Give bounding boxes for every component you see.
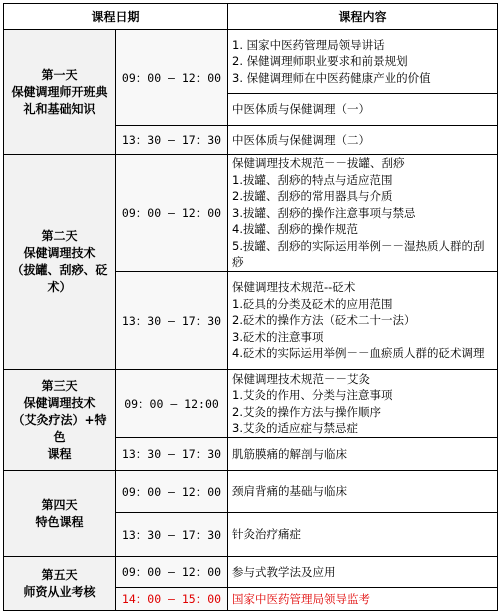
day-title: 第四天 — [41, 497, 78, 512]
content-line: 参与式教学法及应用 — [232, 564, 336, 579]
time-cell: 09：00 — 12：00 — [116, 557, 228, 588]
day-cell-day5 — [4, 557, 116, 611]
table-row — [4, 30, 498, 94]
content-line: 1.砭具的分类及砭术的应用范围 — [232, 296, 393, 311]
header-course-date: 课程日期 — [4, 4, 228, 30]
time-cell: 13：30 — 17：30 — [116, 438, 228, 471]
content-line: 肌筋膜痛的解剖与临床 — [232, 446, 348, 461]
header-row — [4, 4, 498, 30]
content-cell — [228, 30, 498, 94]
day-subtitle: 保健调理技术 — [23, 246, 96, 260]
table-row — [4, 370, 498, 438]
content-line: 2. 保健调理师职业要求和前景规划 — [232, 54, 408, 69]
day-subtitle: 课程 — [47, 446, 72, 461]
time-cell: 13：30 — 17：30 — [116, 126, 228, 155]
time-cell: 09：00 — 12：00 — [116, 471, 228, 513]
content-cell — [228, 272, 498, 370]
content-line: 2.艾灸的操作方法与操作顺序 — [232, 404, 381, 419]
content-line: 2.砭术的操作方法（砭术二十一法） — [232, 313, 416, 328]
day-subtitle: 术） — [47, 280, 72, 294]
day-subtitle: 特色课程 — [35, 514, 84, 529]
header-course-content: 课程内容 — [228, 4, 498, 30]
content-cell — [228, 155, 498, 272]
content-cell — [228, 471, 498, 513]
content-line: 保健调理技术规范--砭术 — [232, 280, 356, 295]
content-line: 2.拔罐、刮痧的常用器具与介质 — [232, 189, 393, 204]
content-cell — [228, 557, 498, 588]
content-line: 4.拔罐、刮痧的操作规范 — [232, 222, 358, 237]
time-cell: 13：30 — 17：30 — [116, 272, 228, 370]
day-title: 第三天 — [41, 378, 78, 393]
day-cell-day2 — [4, 155, 116, 370]
day-subtitle: 礼和基础知识 — [23, 101, 96, 116]
day-title: 第二天 — [41, 229, 78, 243]
content-line: 1. 国家中医药管理局领导讲话 — [232, 37, 385, 52]
day-subtitle: 保健调理技术 — [23, 395, 96, 410]
day-cell-day3 — [4, 370, 116, 471]
table-row — [4, 155, 498, 272]
time-cell: 09：00 — 12：00 — [116, 30, 228, 126]
time-cell: 09：00 — 12：00 — [116, 155, 228, 272]
content-cell — [228, 126, 498, 155]
content-line: 3.砭术的注意事项 — [232, 329, 324, 344]
content-line: 保健调理技术规范－－拔罐、刮痧 — [232, 156, 405, 171]
time-cell-highlighted: 14：00 — 15：00 — [116, 588, 228, 611]
content-line: 国家中医药管理局领导监考 — [232, 591, 371, 606]
day-title: 第五天 — [41, 567, 78, 582]
day-subtitle: （拔罐、刮痧、砭 — [11, 263, 108, 277]
content-line: 颈肩背痛的基础与临床 — [232, 484, 348, 499]
content-line: 中医体质与保健调理（二） — [232, 132, 371, 147]
course-schedule-table — [3, 3, 498, 611]
content-line: 保健调理技术规范－－艾灸 — [232, 371, 371, 386]
content-line: 3.艾灸的适应症与禁忌症 — [232, 421, 358, 435]
time-cell: 13：30 — 17：30 — [116, 513, 228, 557]
day-subtitle: （艾灸疗法）+特色 — [12, 412, 107, 444]
content-line: 1.艾灸的作用、分类与注意事项 — [232, 388, 393, 402]
content-cell-highlighted — [228, 588, 498, 611]
table-row — [4, 557, 498, 588]
table-row — [4, 471, 498, 513]
content-cell — [228, 438, 498, 471]
day-subtitle: 保健调理师开班典 — [11, 84, 108, 99]
content-line: 3.拔罐、刮痧的操作注意事项与禁忌 — [232, 205, 416, 220]
content-cell — [228, 513, 498, 557]
content-line: 1.拔罐、刮痧的特点与适应范围 — [232, 172, 393, 187]
content-cell — [228, 370, 498, 438]
day-title: 第一天 — [41, 67, 78, 82]
day-cell-day4 — [4, 471, 116, 557]
content-cell — [228, 94, 498, 126]
content-line: 5.拔罐、刮痧的实际运用举例－－湿热质人群的刮痧 — [232, 238, 485, 270]
day-subtitle: 师资从业考核 — [23, 584, 96, 599]
content-line: 4.砭术的实际运用举例－－血瘀质人群的砭术调理 — [232, 346, 485, 361]
content-line: 3. 保健调理师在中医药健康产业的价值 — [232, 70, 431, 85]
time-cell: 09：00 — 12:00 — [116, 370, 228, 438]
content-line: 针灸治疗痛症 — [232, 527, 302, 542]
day-cell-day1 — [4, 30, 116, 155]
content-line: 中医体质与保健调理（一） — [232, 102, 371, 117]
